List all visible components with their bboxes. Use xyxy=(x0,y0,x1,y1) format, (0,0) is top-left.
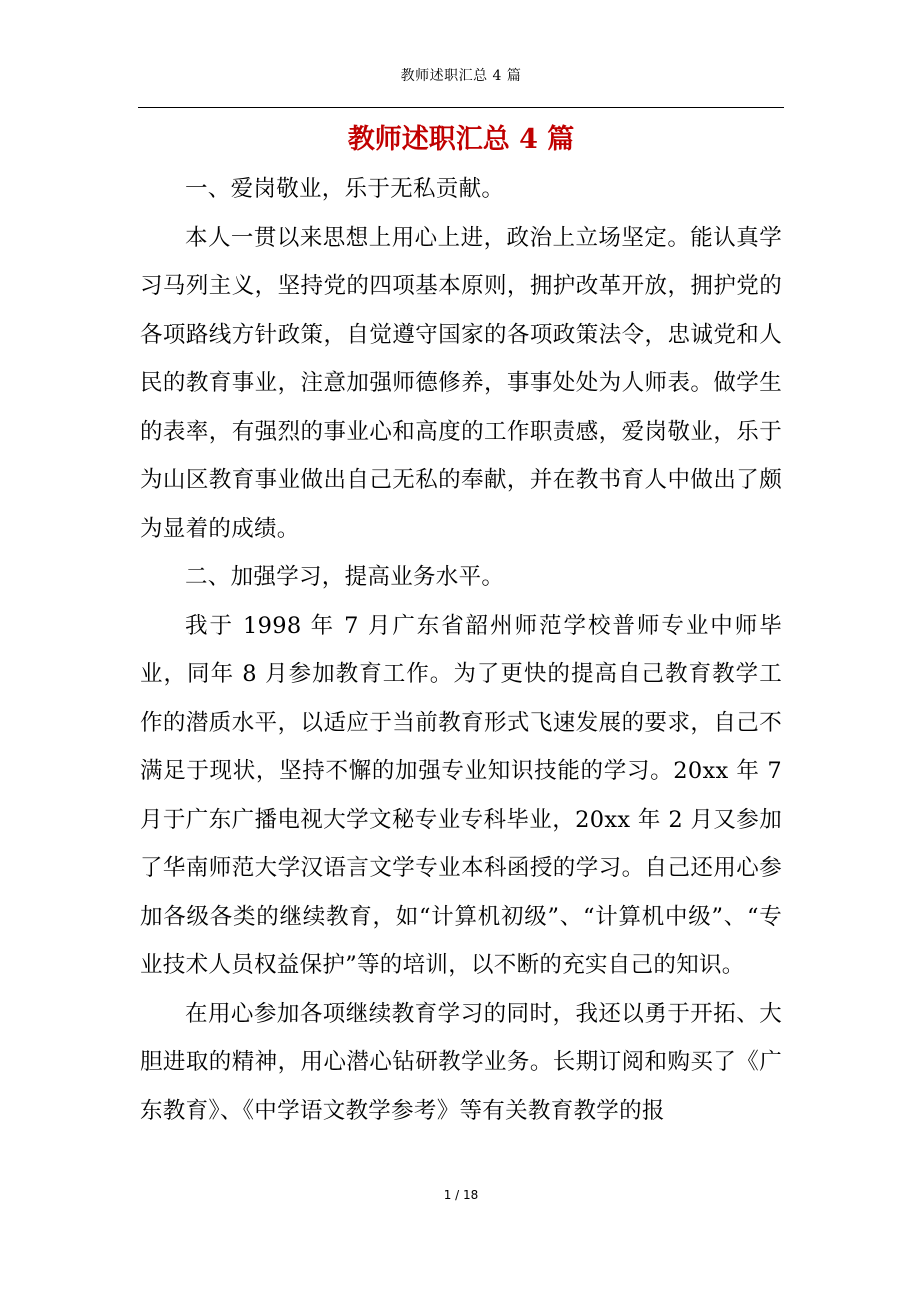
body-paragraph: 本人一贯以来思想上用心上进，政治上立场坚定。能认真学习马列主义，坚持党的四项基本原则，拥护改革开放，拥护党的各项路线方针政策，自觉遵守国家的各项政策法令，忠诚党和人民的教育事业，注意加强师德修养，事事处处为人师表。做学生的表率，有强烈的事业心和高度的工作职责感，爱岗敬业，乐于为山区教育事业做出自己无私的奉献，并在教书育人中做出了颇为显着的成绩。 xyxy=(140,224,782,542)
header-divider xyxy=(138,107,784,108)
body-paragraph: 在用心参加各项继续教育学习的同时，我还以勇于开拓、大胆进取的精神，用心潜心钻研教学业务。长期订阅和购买了《广东教育》、《中学语文教学参考》等有关教育教学的报 xyxy=(140,1000,782,1124)
page-number: 1 / 18 xyxy=(443,1188,479,1202)
section-heading-2: 二、加强学习，提高业务水平。 xyxy=(185,564,505,590)
document-title: 教师述职汇总 4 篇 xyxy=(347,124,575,155)
running-header: 教师述职汇总 4 篇 xyxy=(400,68,522,84)
body-paragraph: 我于 1998 年 7 月广东省韶州师范学校普师专业中师毕业，同年 8 月参加教育工作。为了更快的提高自己教育教学工作的潜质水平，以适应于当前教育形式飞速发展的要求，自己不满足于现状，坚持不懈的加强专业知识技能的学习。20xx 年 7 月于广东广播电视大学文秘专业专科毕业，20xx 年 2 月又参加了华南师范大学汉语言文学专业本科函授的学习。自己还用心参加各级各类的继续教育，如“计算机初级”、“计算机中级”、“专业技术人员权益保护”等的培训，以不断的充实自己的知识。 xyxy=(140,612,782,978)
section-heading-1: 一、爱岗敬业，乐于无私贡献。 xyxy=(185,176,505,202)
document-body xyxy=(140,165,782,1135)
